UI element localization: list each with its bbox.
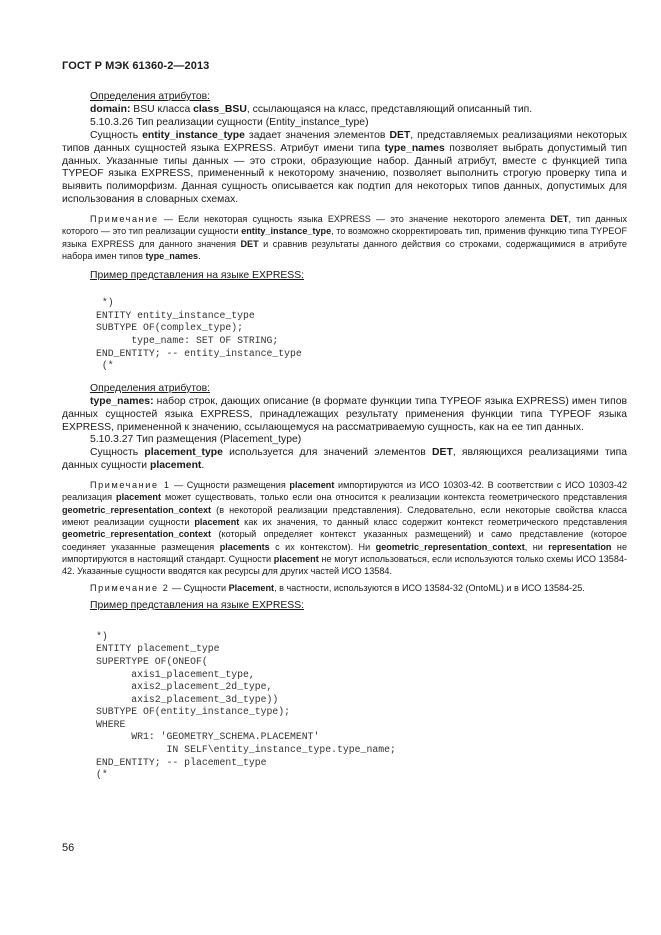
- express-code-entity-instance-type: *) ENTITY entity_instance_type SUBTYPE OF(complex_type); type_name: SET OF STRING; END_ENTITY; -- entity_instance_type (*: [96, 297, 302, 372]
- note-label: Примечание: [90, 214, 159, 225]
- attribute-definitions-heading-2: Определения атрибутов:: [90, 382, 211, 394]
- express-example-heading: Пример представления на языке EXPRESS:: [90, 270, 305, 282]
- page-number: 56: [62, 842, 75, 854]
- section-heading-placement-type: 5.10.3.27 Тип размещения (Placement_type): [90, 434, 302, 446]
- note-2-placement: Примечание 2 — Сущности Placement, в частности, используются в ИСО 13584-32 (OntoML) и в ИСО 13584-25.: [90, 582, 585, 593]
- domain-attribute-definition: domain: BSU класса class_BSU, ссылающаяся на класс, представляющий описанный тип.: [90, 103, 533, 115]
- express-code-placement-type: *) ENTITY placement_type SUPERTYPE OF(ONEOF( axis1_placement_type, axis2_placement_2d_type, axis2_placement_3d_type)) SUBTYPE OF(entity_instance_type); WHERE WR1: 'GEOMETRY_SCHEMA.PLACEMENT' IN SELF\entity_instance_type.type_name; END_ENTITY; -- placement_type (*: [96, 630, 396, 781]
- express-example-heading-2: Пример представления на языке EXPRESS:: [90, 599, 305, 611]
- domain-term: domain:: [90, 103, 131, 115]
- section-heading-entity-instance-type: 5.10.3.26 Тип реализации сущности (Entity_instance_type): [90, 116, 369, 128]
- note-entity-instance-type: Примечание — Если некоторая сущность языка EXPRESS — это значение некоторого элемента DET, тип данных которого — это тип реализации сущности entity_instance_type, то возможно скорректировать тип, применив функцию типа TYPEOF языка EXPRESS для данного значения DET и сравнив результаты данного действия со строками, содержащимися в атрибуте набора имен типов type_names.: [62, 214, 627, 262]
- type-names-attribute-definition: type_names: набор строк, дающих описание (в формате функции типа TYPEOF языка EXPRESS) имен типов данных сущностей языка EXPRESS, принадлежащих результату применения функции типа TYPEOF языка EXPRESS, примененной к значению, ссылающемуся на рассматриваемую сущность, как на ее тип данных.: [62, 395, 627, 433]
- note-1-placement: Примечание 1 — Сущности размещения placement импортируются из ИСО 10303-42. В соответствии с ИСО 10303-42 реализация placement может существовать, только если она относится к реализации контекста геометрического представления geometric_representation_context (в некоторой реализации представления). Следовательно, если некоторые свойства класса имеют реализации сущности placement как их значения, то данный класс содержит контекст геометрического представления geometric_representation_context (который определяет контекст указанных размещений) и само представление (которое соединяет указанные размещения placements с их контекстом). Ни geometric_representation_context, ни representation не импортируются в настоящий стандарт. Сущности placement не могут использоваться, если используются только схемы ИСО 13584-42. Указанные сущности вводятся как ресурсы для других частей ИСО 13584.: [62, 480, 628, 577]
- document-body: [62, 91, 627, 782]
- attribute-definitions-heading: Определения атрибутов:: [90, 91, 211, 102]
- placement-type-paragraph: Сущность placement_type используется для значений элементов DET, являющихся реализациями типа данных сущности placement.: [62, 447, 627, 472]
- entity-instance-type-paragraph: Сущность entity_instance_type задает значения элементов DET, представляемых реализациями некоторых типов данных сущностей языка EXPRESS. Атрибут имени типа type_names позволяет выбрать допустимый тип данных. Указанные типы данных — это строки, образующие набор. Данный атрибут, вместе с функцией типа TYPEOF языка EXPRESS, примененный к некоторому значению, позволяет выполнить строгую проверку типа и выявить полиморфизм. Данная сущность описывается как подтип для некоторых типов данных, допустимых для использования в словарных схемах.: [62, 129, 627, 206]
- document-header: ГОСТ Р МЭК 61360-2—2013: [62, 60, 210, 72]
